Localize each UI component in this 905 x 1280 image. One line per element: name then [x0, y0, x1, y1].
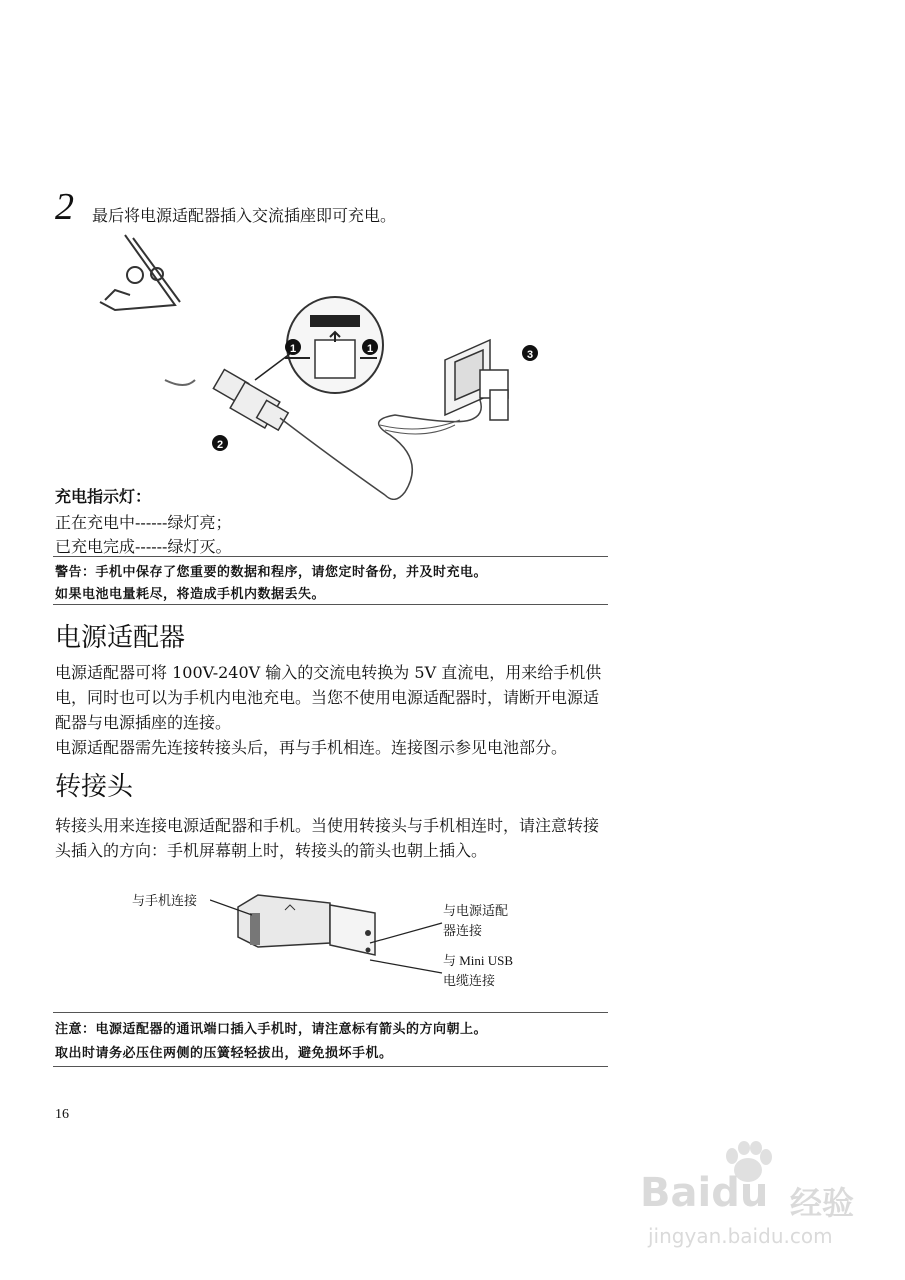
watermark-brand-cn: 经验 [790, 1184, 855, 1222]
wall-socket-drawing [445, 340, 508, 420]
marker-1-right [362, 339, 378, 355]
divider [53, 1066, 608, 1067]
indicator-charged: 已充电完成------绿灯灭。 [55, 537, 232, 556]
adapter-paragraph-2: 电源适配器需先连接转接头后，再与手机相连。连接图示参见电池部分。 [55, 738, 568, 757]
charging-illustration [95, 230, 565, 500]
label-usb-2: 电缆连接 [443, 973, 496, 988]
svg-text:1: 1 [289, 343, 297, 355]
label-usb-1: 与 Mini USB [443, 953, 514, 968]
leader-lines [210, 895, 450, 975]
port-drawing [310, 315, 360, 327]
divider [53, 556, 608, 557]
marker-1-left [285, 339, 301, 355]
marker-3 [522, 345, 538, 361]
section-heading-adapter: 电源适配器 [55, 623, 186, 653]
divider [53, 604, 608, 605]
step-instruction: 最后将电源适配器插入交流插座即可充电。 [92, 206, 397, 225]
marker-2 [212, 435, 228, 451]
connector-paragraph: 转接头用来连接电源适配器和手机。当使用转接头与手机相连时，请注意转接头插入的方向：手机屏幕朝上时，转接头的箭头也朝上插入。 [55, 816, 600, 860]
warning-line-1: 警告：手机中保存了您重要的数据和程序，请您定时备份，并及时充电。 [55, 565, 488, 580]
label-adapter-1: 与电源适配 [443, 903, 509, 918]
watermark-brand-right: du [711, 1170, 769, 1216]
svg-text:1: 1 [366, 343, 374, 355]
label-adapter-2: 器连接 [443, 923, 483, 938]
note-line-2: 取出时请务必压住两侧的压簧轻轻拔出，避免损坏手机。 [55, 1046, 393, 1061]
baidu-jingyan-watermark [640, 1140, 870, 1250]
watermark-url: jingyan.baidu.com [648, 1224, 833, 1248]
indicator-charging: 正在充电中------绿灯亮； [55, 513, 232, 532]
warning-line-2: 如果电池电量耗尽，将造成手机内数据丢失。 [55, 587, 326, 602]
svg-text:3: 3 [526, 349, 534, 361]
note-line-1: 注意：电源适配器的通讯端口插入手机时，请注意标有箭头的方向朝上。 [55, 1022, 488, 1037]
adapter-paragraph-1: 电源适配器可将 100V-240V 输入的交流电转换为 5V 直流电，用来给手机供电，同时也可以为手机内电池充电。当您不使用电源适配器时，请断开电源适配器与电源插座的连接。 [55, 663, 602, 732]
section-heading-connector: 转接头 [55, 772, 134, 802]
label-phone-connection: 与手机连接 [132, 893, 198, 908]
divider [53, 1012, 608, 1013]
step-number: 2 [55, 186, 74, 228]
phone-corner-drawing [100, 235, 180, 310]
page-number: 16 [55, 1107, 69, 1122]
connector-drawing [213, 369, 288, 430]
indicator-title: 充电指示灯： [55, 487, 152, 506]
watermark-brand-left: Bai [640, 1170, 712, 1216]
svg-text:2: 2 [216, 439, 224, 451]
